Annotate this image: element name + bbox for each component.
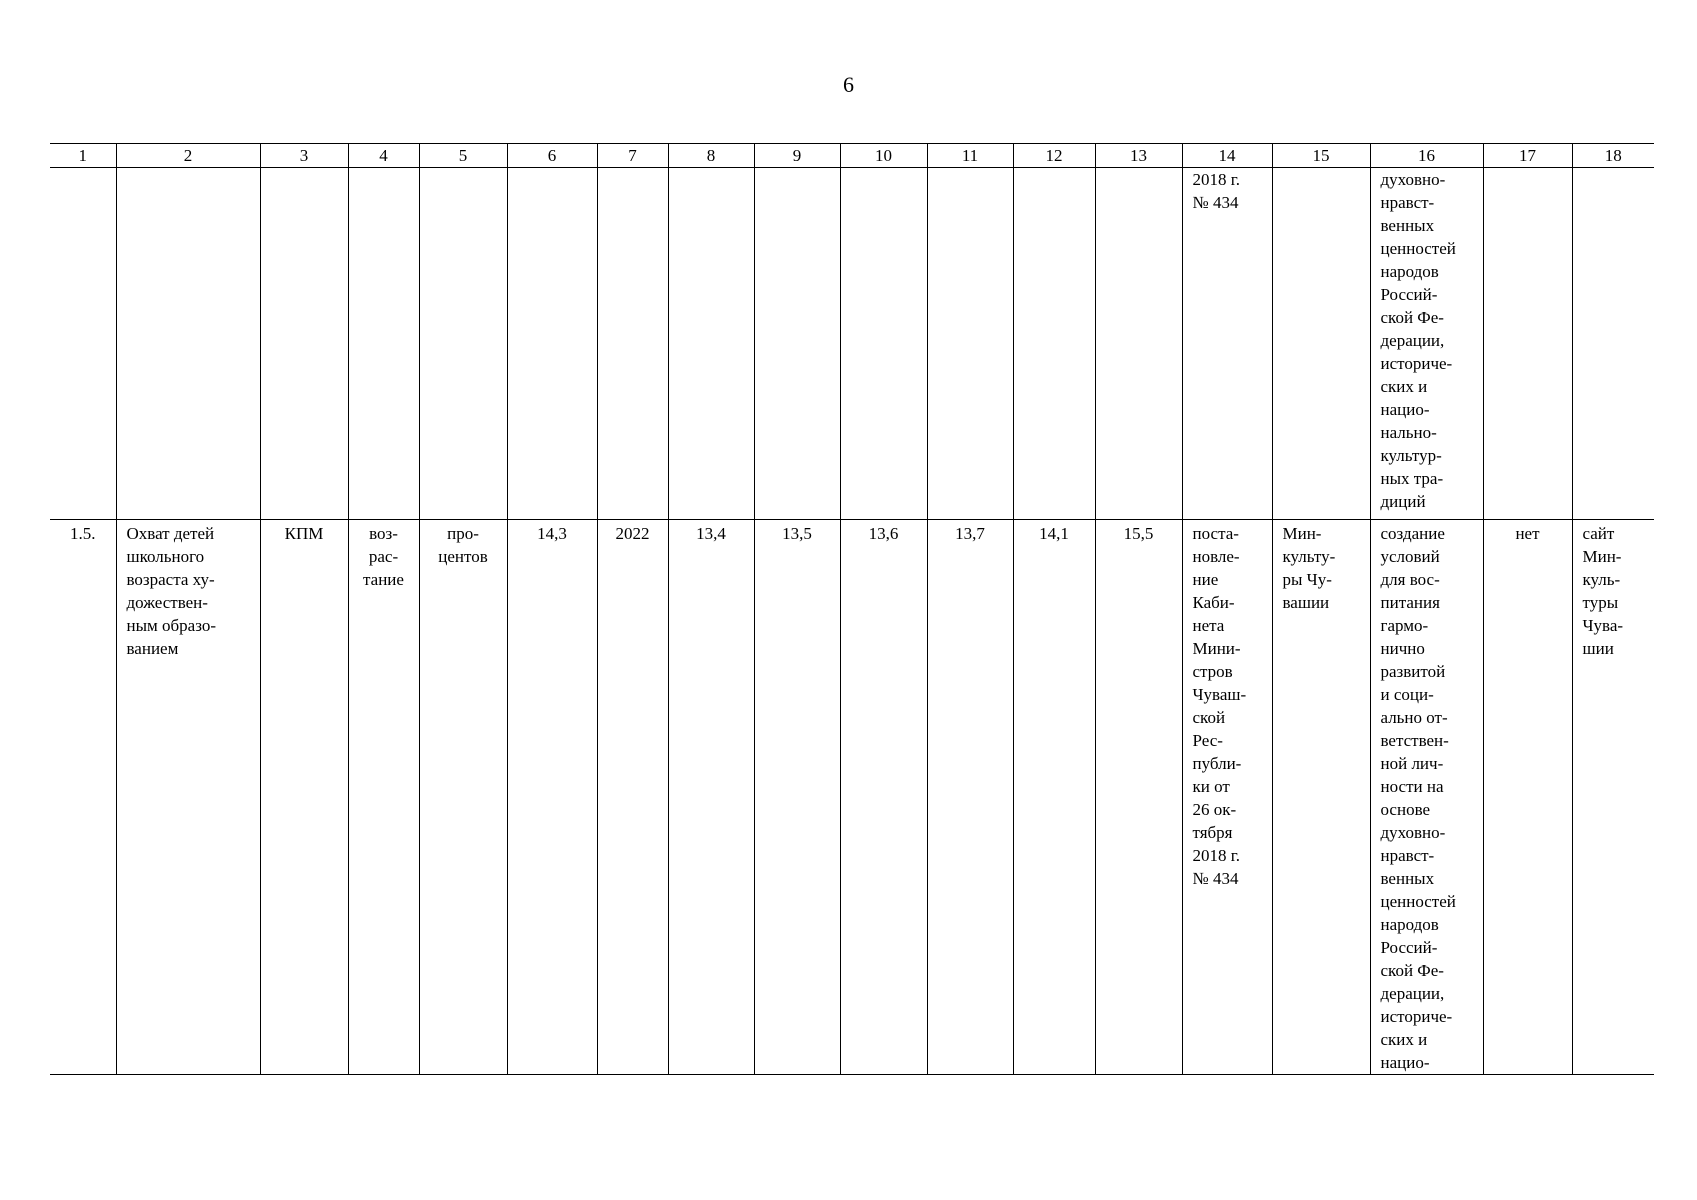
value-cell: 13,6 [840, 520, 927, 1075]
base-value-cell: 14,3 [507, 520, 597, 1075]
unit-cell: про- центов [419, 520, 507, 1075]
column-number: 1 [50, 144, 116, 168]
table-cell [1272, 168, 1370, 520]
table-cell [754, 168, 840, 520]
table-row-1-5 [50, 520, 1654, 1075]
value-cell: 15,5 [1095, 520, 1182, 1075]
table-cell [260, 168, 348, 520]
table-cell [1483, 168, 1572, 520]
trend-cell: воз- рас- тание [348, 520, 419, 1075]
table-cell [348, 168, 419, 520]
column-number: 6 [507, 144, 597, 168]
column-number: 10 [840, 144, 927, 168]
flag-cell: нет [1483, 520, 1572, 1075]
regulation-cell: 2018 г. № 434 [1182, 168, 1272, 520]
table-cell [1095, 168, 1182, 520]
indicators-table [50, 143, 1654, 1075]
column-number: 4 [348, 144, 419, 168]
table-cell [419, 168, 507, 520]
table-cell [1572, 168, 1654, 520]
table-row-continuation [50, 168, 1654, 520]
purpose-cell: создание условий для вос- питания гармо- нично развитой и соци- ально от- ветствен- ной лич- ности на основе духовно- нравст- венных ценностей народов Россий- ской Фе- дерации, историче- ских и нацио- [1370, 520, 1483, 1075]
row-number-cell: 1.5. [50, 520, 116, 1075]
column-number: 9 [754, 144, 840, 168]
column-number: 18 [1572, 144, 1654, 168]
column-number: 17 [1483, 144, 1572, 168]
column-number: 5 [419, 144, 507, 168]
column-number: 2 [116, 144, 260, 168]
column-number: 7 [597, 144, 668, 168]
value-cell: 13,4 [668, 520, 754, 1075]
column-number: 15 [1272, 144, 1370, 168]
regulation-cell: поста- новле- ние Каби- нета Мини- стров Чуваш- ской Рес- публи- ки от 26 ок- тября 2018 г. № 434 [1182, 520, 1272, 1075]
table-cell [507, 168, 597, 520]
column-number: 12 [1013, 144, 1095, 168]
table-cell [840, 168, 927, 520]
info-source-cell: сайт Мин- куль- туры Чува- шии [1572, 520, 1654, 1075]
table-cell [927, 168, 1013, 520]
page-number: 6 [843, 72, 854, 97]
table-cell [668, 168, 754, 520]
table-cell [50, 168, 116, 520]
base-year-cell: 2022 [597, 520, 668, 1075]
indicator-name-cell: Охват детей школьного возраста ху- дожествен- ным образо- ванием [116, 520, 260, 1075]
column-number: 16 [1370, 144, 1483, 168]
column-number: 3 [260, 144, 348, 168]
purpose-cell: духовно- нравст- венных ценностей народов Россий- ской Фе- дерации, историче- ских и нацио- нально- культур- ных тра- диций [1370, 168, 1483, 520]
column-number: 8 [668, 144, 754, 168]
table-cell [116, 168, 260, 520]
value-cell: 14,1 [1013, 520, 1095, 1075]
value-cell: 13,7 [927, 520, 1013, 1075]
responsible-cell: Мин- культу- ры Чу- вашии [1272, 520, 1370, 1075]
column-number: 11 [927, 144, 1013, 168]
indicator-type-cell: КПМ [260, 520, 348, 1075]
column-number: 13 [1095, 144, 1182, 168]
column-number: 14 [1182, 144, 1272, 168]
column-numbers-row [50, 144, 1654, 168]
table-cell [597, 168, 668, 520]
table-cell [1013, 168, 1095, 520]
value-cell: 13,5 [754, 520, 840, 1075]
